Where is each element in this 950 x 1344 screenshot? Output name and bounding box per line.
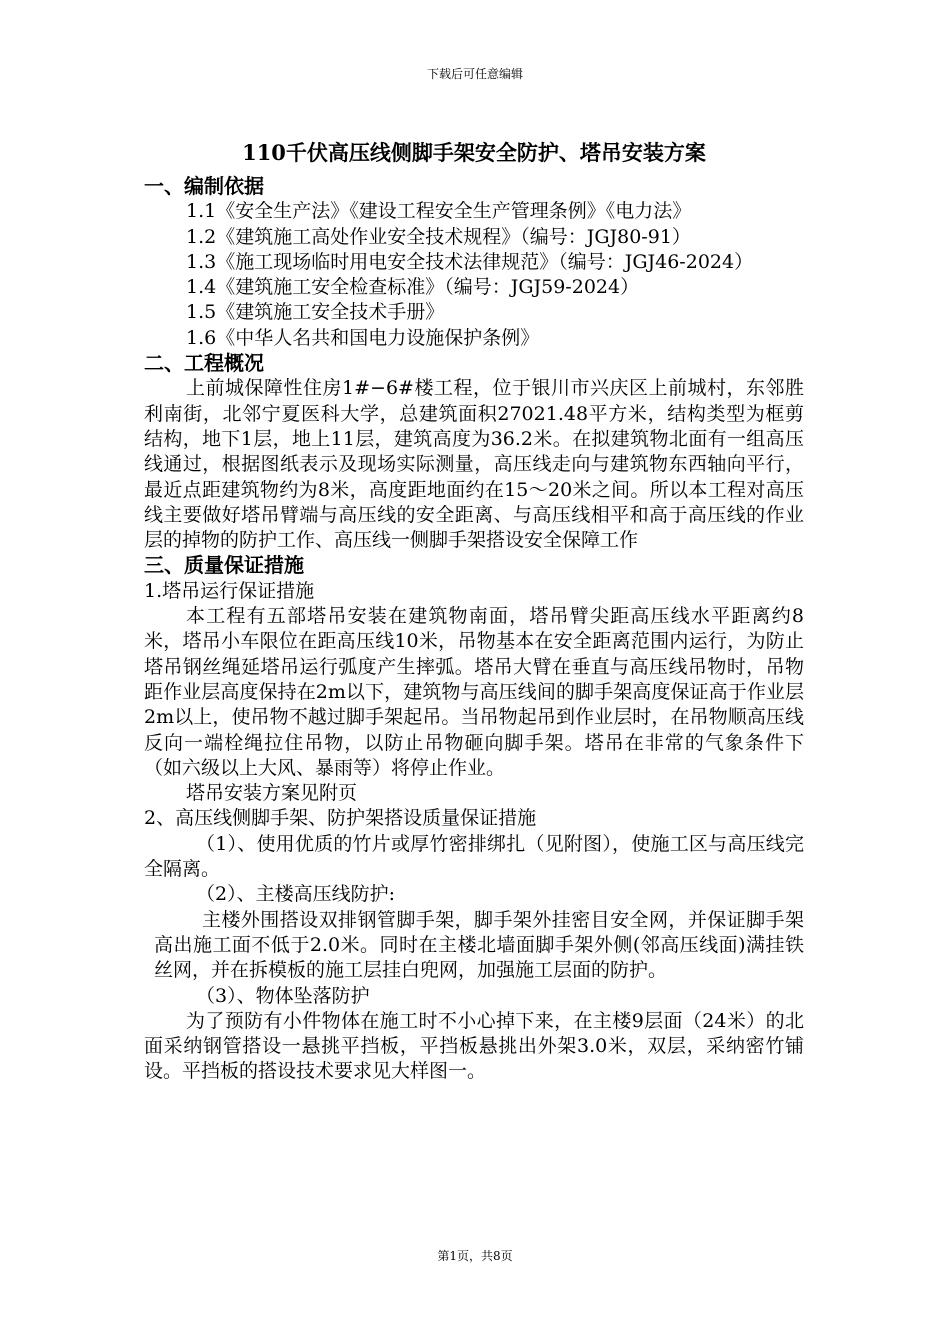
page-header: 下载后可任意编辑 (426, 67, 523, 81)
scaffold-item-2: （2）、主楼高压线防护: (196, 883, 395, 906)
basis-item: 1.2《建筑施工高处作业安全技术规程》（编号：JGJ80-91） (186, 225, 691, 248)
basis-item: 1.3《施工现场临时用电安全技术法律规范》（编号：JGJ46-2024） (186, 250, 754, 273)
section-heading-overview: 二、工程概况 (144, 351, 264, 376)
scaffold-item-3-paragraph: 为了预防有小件物体在施工时不小心掉下来，在主楼9层面（24米）的北面采纳钢管搭设一悬挑平挡板，平挡板悬挑出外架3.0米，双层，采纳密竹铺设。平挡板的搭设技术要求见大样图一。 (144, 1009, 804, 1083)
tower-crane-paragraph: 本工程有五部塔吊安装在建筑物南面，塔吊臂尖距高压线水平距离约8米，塔吊小车限位在距高压线10米，吊物基本在安全距离范围内运行，为防止塔吊钢丝绳延塔吊运行弧度产生摔弧。塔吊大臂在垂直与高压线吊物时，吊物距作业层高度保持在2m以下，建筑物与高压线间的脚手架高度保证高于作业层2m以上，使吊物不越过脚手架起吊。当吊物起吊到作业层时，在吊物顺高压线反向一端栓绳拉住吊物，以防止吊物砸向脚手架。塔吊在非常的气象条件下（如六级以上大风、暴雨等）将停止作业。 (144, 605, 804, 779)
basis-item: 1.1《安全生产法》《建设工程安全生产管理条例》《电力法》 (186, 200, 692, 223)
overview-paragraph: 上前城保障性住房1#−6#楼工程，位于银川市兴庆区上前城村，东邻胜利南街，北邻宁夏医科大学，总建筑面积27021.48平方米，结构类型为框剪结构，地下1层，地上11层，建筑高度为36.2米。在拟建筑物北面有一组高压线通过，根据图纸表示及现场实际测量，高压线走向与建筑物东西轴向平行，最近点距建筑物约为8米，高度距地面约在15～20米之间。所以本工程对高压线主要做好塔吊臂端与高压线的安全距离、与高压线相平和高于高压线的作业层的掉物的防护工作、高压线一侧脚手架搭设安全保障工作 (144, 377, 804, 552)
subheading-tower-crane: 1.塔吊运行保证措施 (144, 579, 315, 602)
scaffold-item-2-paragraph: 主楼外围搭设双排钢管脚手架，脚手架外挂密目安全网，并保证脚手架高出施工面不低于2.0米。同时在主楼北墙面脚手架外侧(邻高压线面)满挂铁丝网，并在拆模板的施工层挂白兜网，加强施工层面的防护。 (154, 908, 804, 982)
tower-crane-note: 塔吊安装方案见附页 (186, 782, 358, 805)
document-title: 110千伏高压线侧脚手架安全防护、塔吊安装方案 (242, 140, 706, 165)
basis-item: 1.4《建筑施工安全检查标准》（编号：JGJ59-2024） (186, 276, 640, 299)
scaffold-item-1: （1）、使用优质的竹片或厚竹密排绑扎（见附图），使施工区与高压线完全隔离。 (144, 832, 804, 881)
section-heading-basis: 一、编制依据 (144, 174, 264, 198)
subheading-scaffold: 2、高压线侧脚手架、防护架搭设质量保证措施 (144, 807, 537, 830)
scaffold-item-3: （3）、物体坠落防护 (196, 984, 370, 1007)
section-heading-quality: 三、质量保证措施 (144, 553, 304, 578)
page-footer: 第1页，共8页 (437, 1249, 513, 1263)
document-body (144, 138, 804, 1085)
basis-item: 1.6《中华人名共和国电力设施保护条例》 (186, 326, 540, 349)
basis-item: 1.5《建筑施工安全技术手册》 (186, 301, 445, 324)
